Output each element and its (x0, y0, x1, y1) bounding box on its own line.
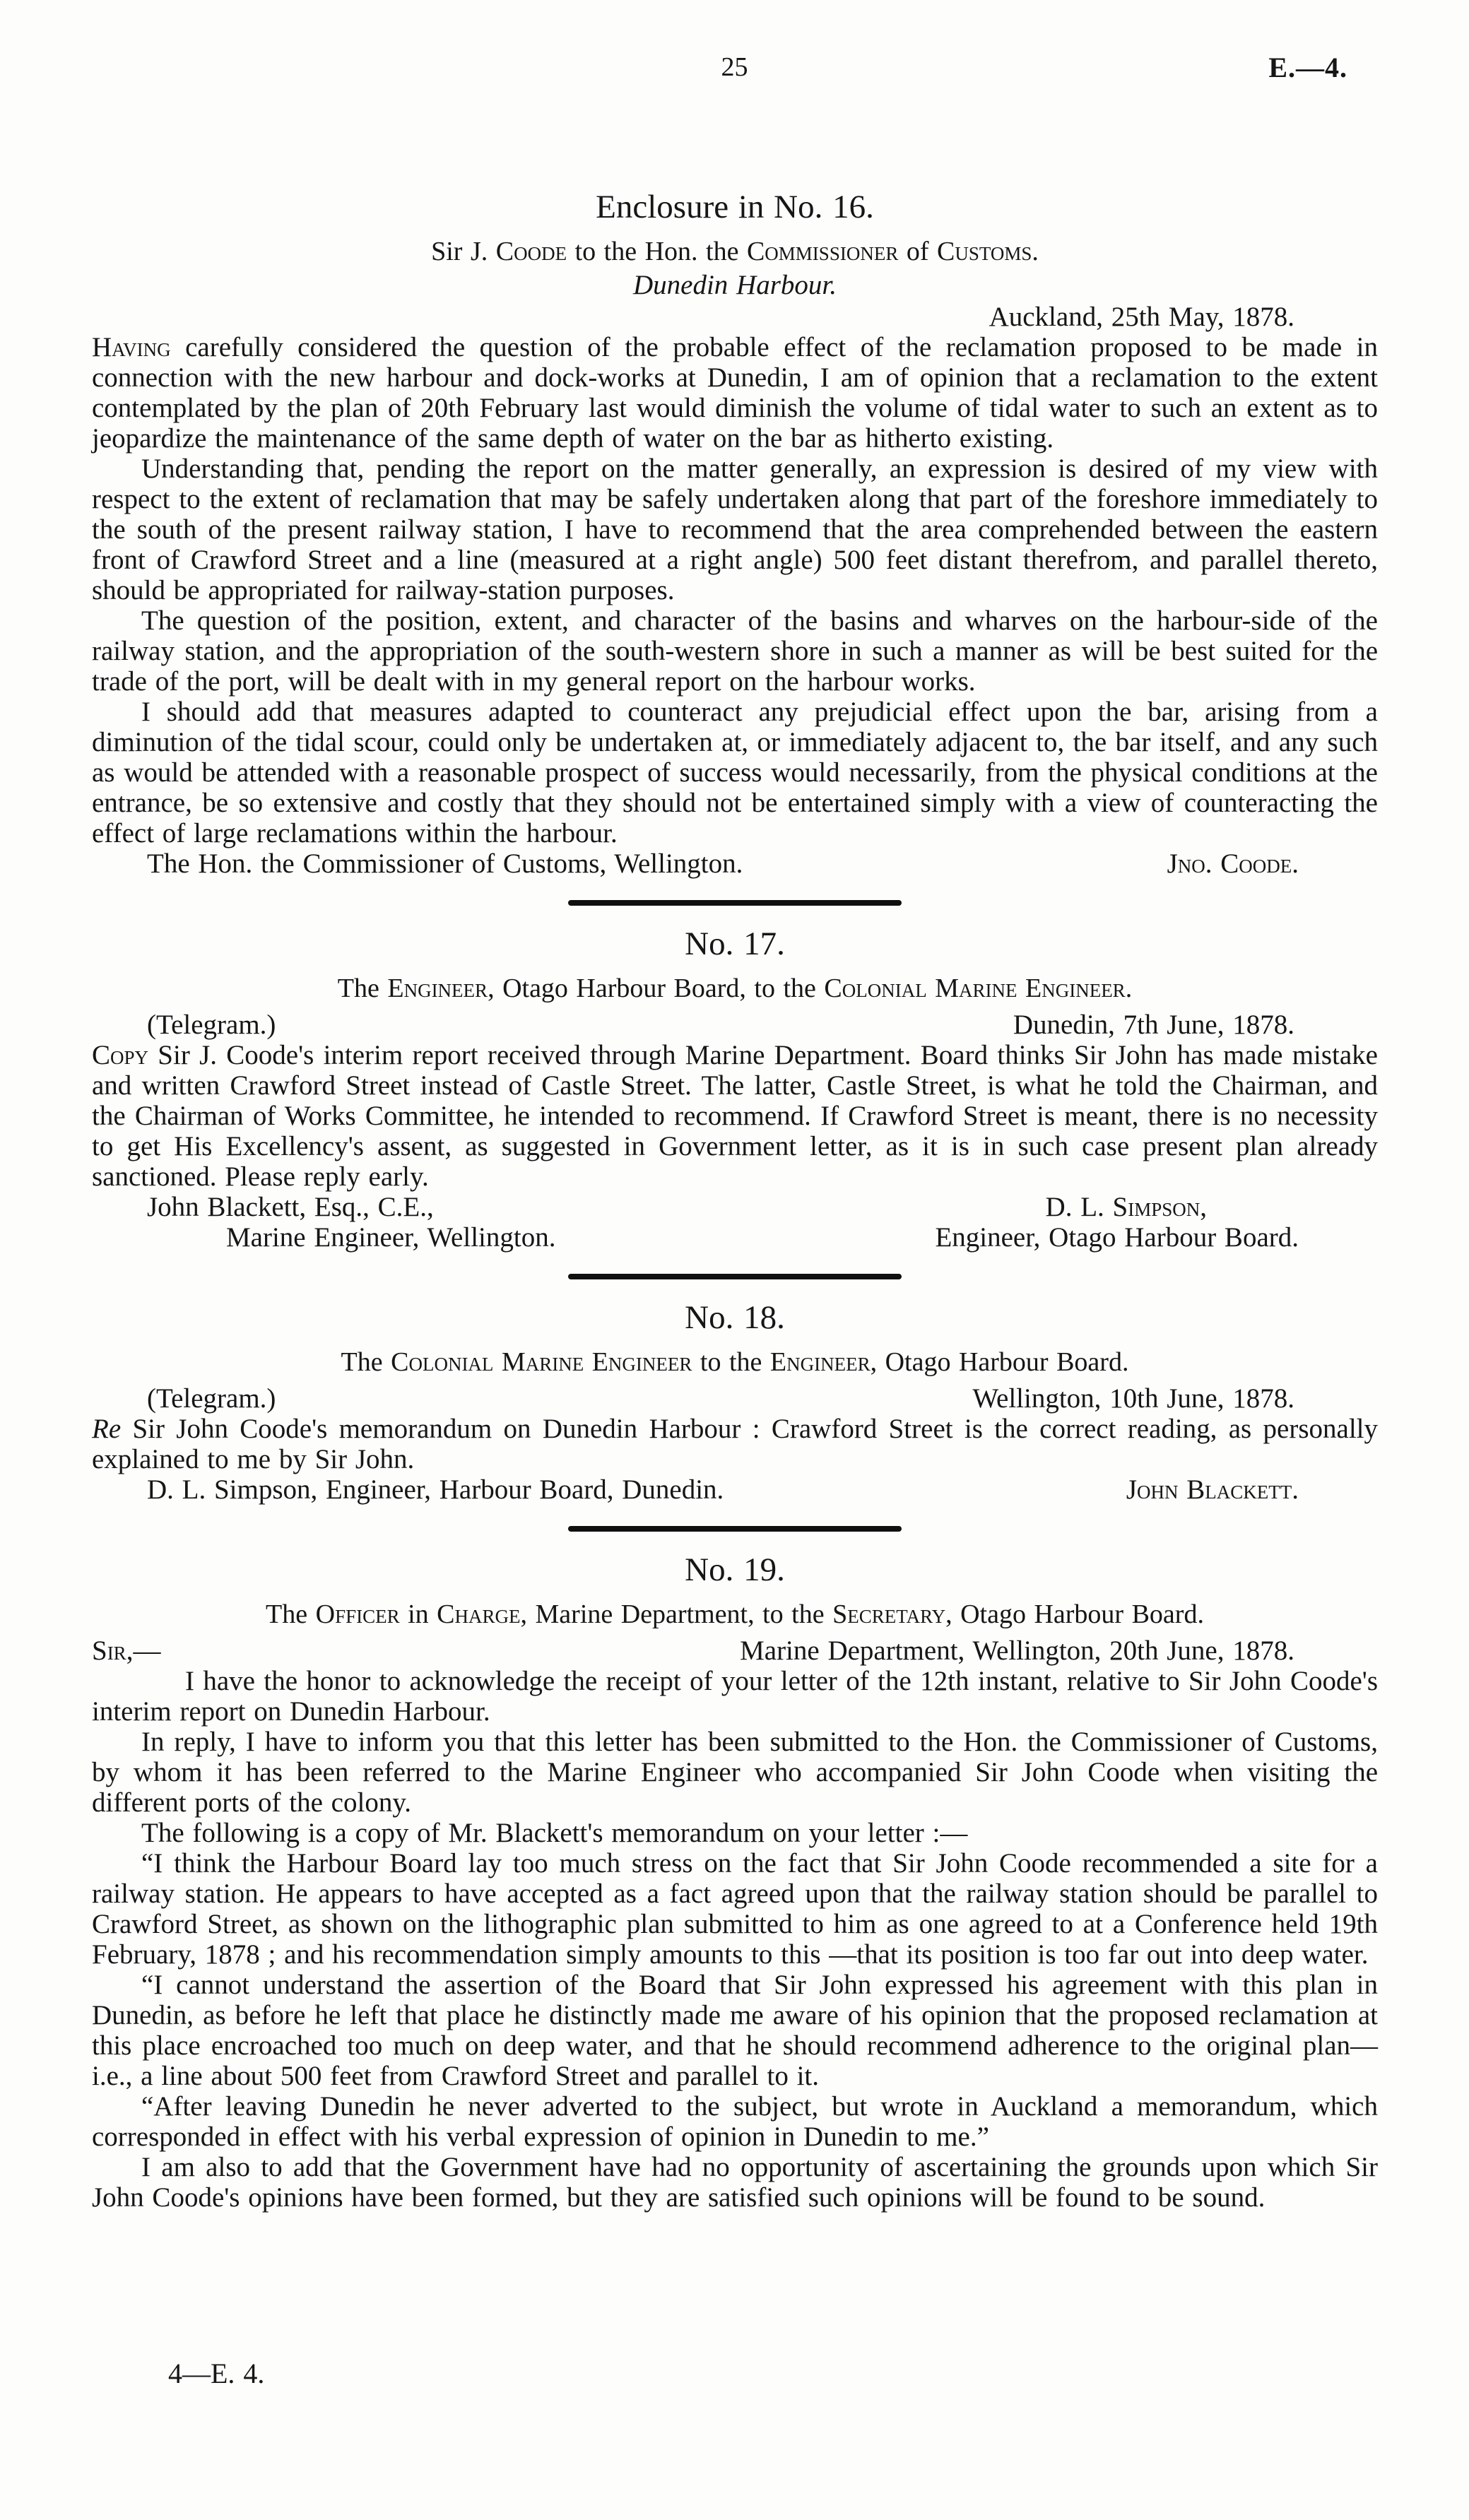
paragraph: In reply, I have to inform you that this letter has been submitted to the Hon. the Commissioner of Customs, by whom it has been referred to the Marine Engineer who accompanied Sir John Coode when visiting the different ports of the colony. (92, 1727, 1378, 1818)
dateline: Auckland, 25th May, 1878. (989, 302, 1294, 332)
section-divider (568, 1274, 902, 1279)
telegram-label: (Telegram.) (147, 1383, 276, 1414)
signature-title: Engineer, Otago Harbour Board. (935, 1222, 1299, 1253)
paragraph: I have the honor to acknowledge the receipt of your letter of the 12th instant, relative to Sir John Coode's interim report on Dunedin Harbour. (92, 1666, 1378, 1727)
salutation-line: Sir J. Coode to the Hon. the Commissioner of Customs. (431, 237, 1039, 266)
subject-line: Dunedin Harbour. (632, 270, 837, 300)
signature-row (92, 1192, 1378, 1222)
letter-no-17 (92, 924, 1378, 1253)
page-content (0, 187, 1469, 2213)
signature-row (92, 848, 1378, 879)
paragraph: I am also to add that the Government have had no opportunity of ascertaining the grounds upon which Sir John Coode's opinions have been formed, but they are satisfied such opinions will be found to be sound. (92, 2152, 1378, 2213)
signature-row (92, 1222, 1378, 1253)
section-divider (568, 900, 902, 906)
addressee-line: John Blackett, Esq., C.E., (147, 1192, 434, 1222)
telegram-dateline-row (92, 1383, 1378, 1414)
sir-label: Sir,— (92, 1635, 161, 1666)
paragraph: Copy Sir J. Coode's interim report received through Marine Department. Board thinks Sir John has made mistake and written Crawford Street instead of Castle Street. The latter, Castle Street, is what he told the Chairman, and the Chairman of Works Committee, he intended to recommend. If Crawford Street is meant, there is no necessity to get His Excellency's assent, as suggested in Government letter, as it is in such case present plan already sanctioned. Please reply early. (92, 1040, 1378, 1192)
salutation-line: The Engineer, Otago Harbour Board, to the Colonial Marine Engineer. (337, 974, 1133, 1003)
addressee-line: The Hon. the Commissioner of Customs, Wellington. (147, 848, 743, 879)
letter-no-19 (92, 1550, 1378, 2213)
re-label: Re (92, 1414, 122, 1444)
signature-row (92, 1474, 1378, 1505)
signature-name: D. L. Simpson, (1045, 1192, 1207, 1222)
section-heading: No. 17. (685, 925, 785, 962)
telegram-label: (Telegram.) (147, 1010, 276, 1040)
paragraph: The following is a copy of Mr. Blackett's memorandum on your letter :— (141, 1818, 968, 1848)
dateline: Wellington, 10th June, 1878. (972, 1383, 1294, 1414)
salutation-line: The Officer in Charge, Marine Department, to the Secretary, Otago Harbour Board. (266, 1599, 1204, 1629)
salutation-line: The Colonial Marine Engineer to the Engineer, Otago Harbour Board. (341, 1347, 1129, 1377)
section-divider (568, 1526, 902, 1532)
telegram-dateline-row (92, 1010, 1378, 1040)
page-number: 25 (721, 52, 748, 82)
dateline: Marine Department, Wellington, 20th June, 1878. (740, 1635, 1294, 1666)
paragraph: Having carefully considered the question of the probable effect of the reclamation proposed to be made in connection with the new harbour and dock-works at Dunedin, I am of opinion that a reclamation to the extent contemplated by the plan of 20th February last would diminish the volume of tidal water to such an extent as to jeopardize the maintenance of the same depth of water on the bar as hitherto existing. (92, 332, 1378, 454)
section-heading: No. 19. (685, 1551, 785, 1588)
paragraph: The question of the position, extent, and character of the basins and wharves on the harbour-side of the railway station, and the appropriation of the south-western shore in such a manner as will be best suited for the trade of the port, will be dealt with in my general report on the harbour works. (92, 605, 1378, 697)
enclosure-16-letter (92, 187, 1378, 879)
signature-name: Jno. Coode. (1167, 848, 1299, 879)
addressee-line: D. L. Simpson, Engineer, Harbour Board, Dunedin. (147, 1474, 724, 1505)
page-header (0, 0, 1469, 83)
paragraph: Understanding that, pending the report on the matter generally, an expression is desired of my view with respect to the extent of reclamation that may be safely undertaken along that part of the foreshore immediately to the south of the present railway station, I have to recommend that the area comprehended between the eastern front of Crawford Street and a line (measured at a right angle) 500 feet distant therefrom, and parallel thereto, should be appropriated for railway-station purposes. (92, 454, 1378, 605)
dateline: Dunedin, 7th June, 1878. (1013, 1010, 1294, 1040)
section-heading: No. 18. (685, 1299, 785, 1336)
printer-footer-mark: 4—E. 4. (168, 2358, 265, 2389)
sir-dateline-row (92, 1635, 1378, 1666)
addressee-line: Marine Engineer, Wellington. (226, 1222, 556, 1253)
paragraph: “I cannot understand the assertion of the Board that Sir John expressed his agreement with this plan in Dunedin, as before he left that place he distinctly made me aware of his opinion that the proposed reclamation at this place encroached too much on deep water, and that he should recommend adherence to the original plan—i.e., a line about 500 feet from Crawford Street and parallel to it. (92, 1970, 1378, 2091)
section-heading: Enclosure in No. 16. (596, 189, 874, 225)
letter-no-18 (92, 1298, 1378, 1505)
paragraph: “I think the Harbour Board lay too much stress on the fact that Sir John Coode recommended a site for a railway station. He appears to have accepted as a fact agreed upon that the railway station should be parallel to Crawford Street, as shown on the lithographic plan submitted to him as one agreed to at a Conference held 19th February, 1878 ; and his recommendation simply amounts to this —that its position is too far out into deep water. (92, 1848, 1378, 1970)
document-reference: E.—4. (1268, 52, 1347, 83)
paragraph: “After leaving Dunedin he never adverted to the subject, but wrote in Auckland a memorandum, which corresponded in effect with his verbal expression of opinion in Dunedin to me.” (92, 2091, 1378, 2152)
paragraph: I should add that measures adapted to counteract any prejudicial effect upon the bar, arising from a diminution of the tidal scour, could only be undertaken at, or immediately adjacent to, the bar itself, and any such as would be attended with a reasonable prospect of success would necessarily, from the physical conditions at the entrance, be so extensive and costly that they should not be entertained simply with a view of counteracting the effect of large reclamations within the harbour. (92, 697, 1378, 848)
paragraph: Re Sir John Coode's memorandum on Dunedin Harbour : Crawford Street is the correct reading, as personally explained to me by Sir John. (92, 1414, 1378, 1474)
signature-name: John Blackett. (1126, 1474, 1299, 1505)
